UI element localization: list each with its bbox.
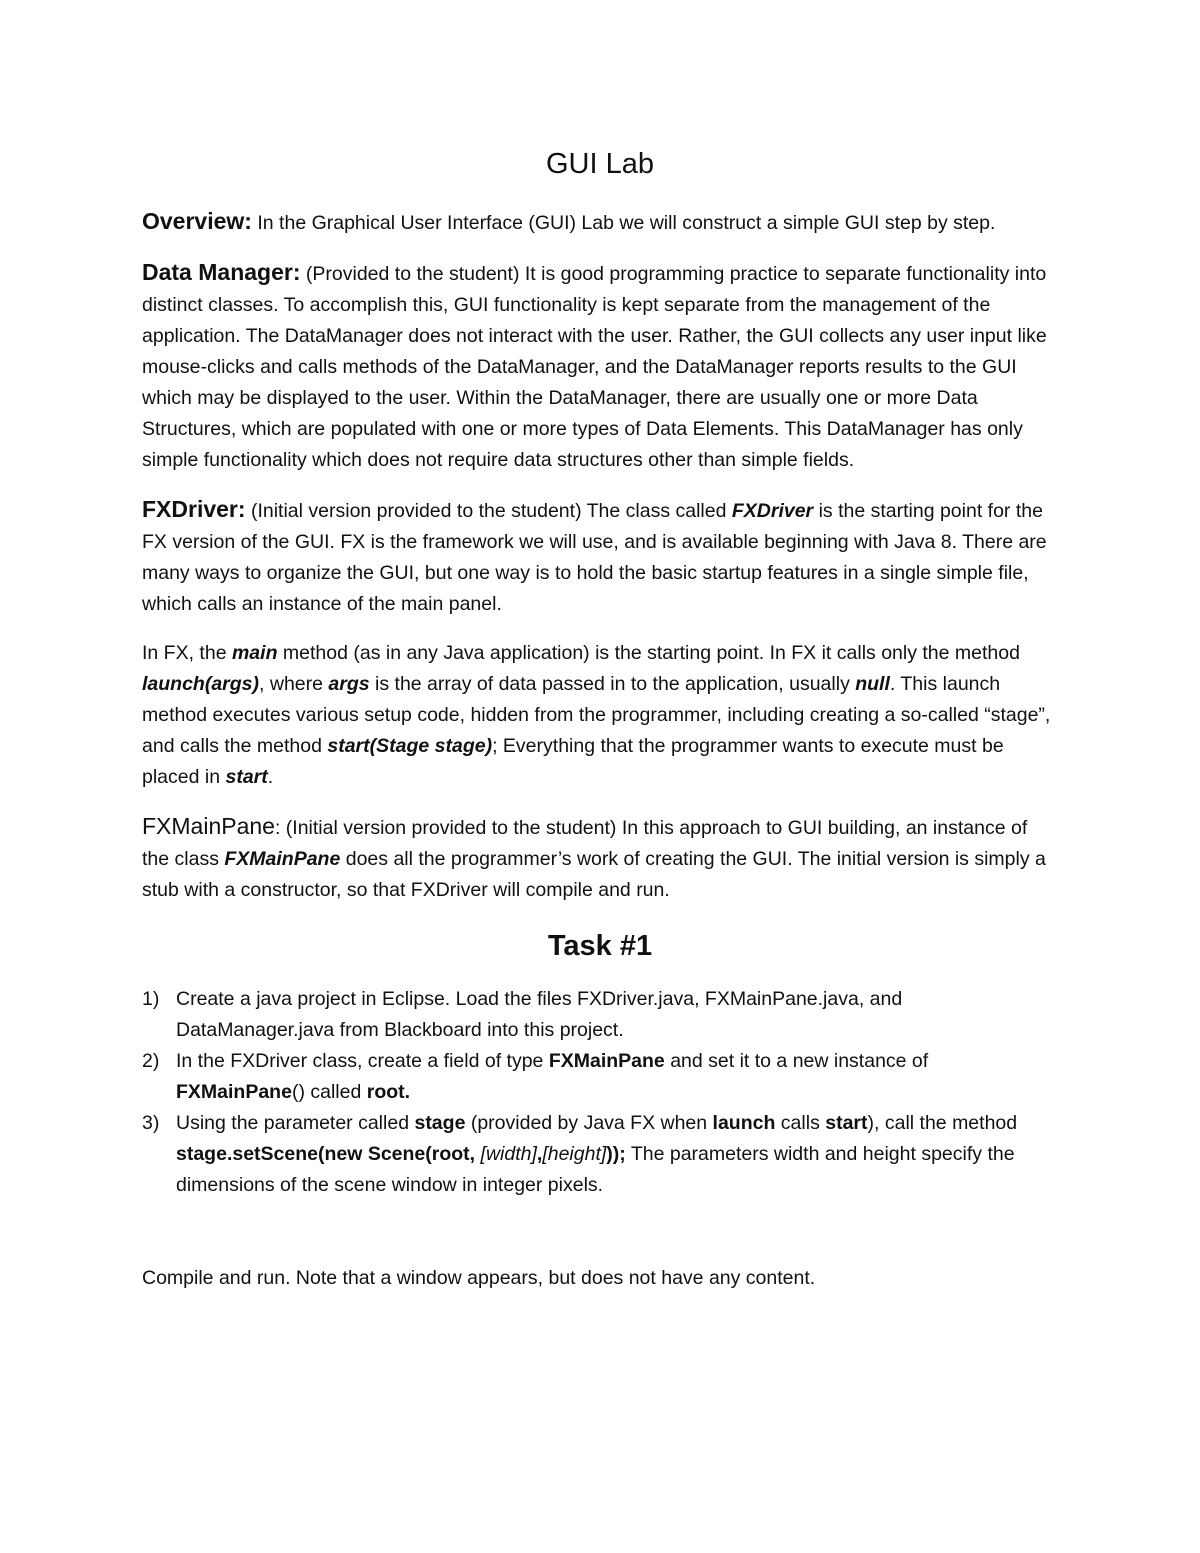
overview-text: In the Graphical User Interface (GUI) Lab we will construct a simple GUI step by step. bbox=[251, 212, 996, 234]
page-title: GUI Lab bbox=[546, 148, 654, 180]
fxmainpane-constructor: FXMainPane bbox=[176, 1081, 292, 1103]
fxdriver-paragraph bbox=[142, 494, 1058, 620]
stage-param: stage bbox=[414, 1112, 466, 1134]
task-item-2 bbox=[142, 1046, 1058, 1108]
task-item-number: 2) bbox=[142, 1050, 160, 1072]
closing-paragraph: Compile and run. Note that a window appears, but does not have any content. bbox=[142, 1267, 816, 1289]
start-word: start bbox=[825, 1112, 868, 1134]
launch-keyword: launch(args) bbox=[142, 673, 260, 695]
data-manager-text: (Provided to the student) It is good programming practice to separate functionality into distinct classes. To accomplish this, GUI functionality is kept separate from the management of the application. The DataManager does not interact with the user. Rather, the GUI collects any user input like mouse-clicks and calls methods of the DataManager, and the DataManager reports results to the GUI which may be displayed to the user. Within the DataManager, there are usually one or more Data Structures, which are populated with one or more types of Data Elements. This DataManager has only simple functionality which does not require data structures other than simple fields. bbox=[142, 263, 1047, 471]
fx-main-text-3: , where bbox=[259, 673, 329, 695]
launch-word: launch bbox=[712, 1112, 776, 1134]
task-list bbox=[142, 984, 1058, 1201]
task-item-1 bbox=[142, 984, 1058, 1046]
fxmainpane-type: FXMainPane bbox=[548, 1050, 665, 1072]
set-scene-close: )); bbox=[606, 1143, 626, 1165]
fx-main-text-6: ; Everything that the programmer wants to execute must be placed in bbox=[142, 735, 1004, 788]
task-item-2-text-2: and set it to a new instance of bbox=[664, 1050, 929, 1072]
fxdriver-text-a: (Initial version provided to the student) The class called bbox=[245, 500, 732, 522]
set-scene-code: stage.setScene(new Scene(root, bbox=[176, 1143, 481, 1165]
fxmainpane-class-name: FXMainPane bbox=[224, 848, 341, 870]
set-scene-comma: , bbox=[536, 1143, 543, 1165]
task-item-number: 3) bbox=[142, 1112, 160, 1134]
task-item-3-text-1: Using the parameter called bbox=[176, 1112, 415, 1134]
task-item-number: 1) bbox=[142, 988, 160, 1010]
null-keyword: null bbox=[855, 673, 890, 695]
fx-main-paragraph bbox=[142, 638, 1058, 793]
data-manager-paragraph bbox=[142, 257, 1058, 476]
fxdriver-heading: FXDriver: bbox=[142, 496, 246, 522]
task-item-3 bbox=[142, 1108, 1058, 1201]
task-item-3-text-3: calls bbox=[775, 1112, 826, 1134]
task-item-3-text-4: ), call the method bbox=[867, 1112, 1018, 1134]
height-placeholder: [height] bbox=[542, 1143, 607, 1165]
task-item-2-text-3: () called bbox=[291, 1081, 367, 1103]
fxmainpane-paragraph bbox=[142, 811, 1058, 906]
fxmainpane-text-2: does all the programmer’s work of creating the GUI. The initial version is simply a stub with a constructor, so that FXDriver will compile and run. bbox=[142, 848, 1046, 901]
document-body bbox=[142, 146, 1058, 1312]
task-item-2-text-1: In the FXDriver class, create a field of type bbox=[176, 1050, 549, 1072]
fxdriver-class-name: FXDriver bbox=[731, 500, 814, 522]
fx-main-text-4: is the array of data passed in to the application, usually bbox=[369, 673, 856, 695]
task-item-1-text: Create a java project in Eclipse. Load the files FXDriver.java, FXMainPane.java, and DataManager.java from Blackboard into this project. bbox=[176, 988, 903, 1041]
start-stage-keyword: start(Stage stage) bbox=[327, 735, 493, 757]
args-keyword: args bbox=[328, 673, 370, 695]
fxmainpane-text-1: : (Initial version provided to the student) In this approach to GUI building, an instance of the class bbox=[142, 817, 1028, 870]
start-keyword: start bbox=[225, 766, 268, 788]
overview-paragraph bbox=[142, 206, 1058, 239]
fxdriver-text-b: is the starting point for the FX version of the GUI. FX is the framework we will use, and is available beginning with Java 8. There are many ways to organize the GUI, but one way is to hold the basic startup features in a single simple file, which calls an instance of the main panel. bbox=[142, 500, 1047, 615]
task-heading: Task #1 bbox=[547, 930, 653, 962]
root-field: root. bbox=[366, 1081, 411, 1103]
fx-main-text-2: method (as in any Java application) is the starting point. In FX it calls only the method bbox=[277, 642, 1020, 664]
task-item-3-text-2: (provided by Java FX when bbox=[465, 1112, 713, 1134]
overview-heading: Overview: bbox=[142, 208, 252, 234]
width-placeholder: [width] bbox=[480, 1143, 537, 1165]
task-item-3-text-5: The parameters width and height specify the dimensions of the scene window in integer pixels. bbox=[176, 1143, 1015, 1196]
main-keyword: main bbox=[231, 642, 278, 664]
fx-main-text-7: . bbox=[267, 766, 274, 788]
fx-main-text-1: In FX, the bbox=[142, 642, 232, 664]
fx-main-text-5: . This launch method executes various setup code, hidden from the programmer, including creating a so-called “stage”, and calls the method bbox=[142, 673, 1051, 757]
data-manager-heading: Data Manager: bbox=[142, 259, 301, 285]
fxmainpane-heading: FXMainPane bbox=[142, 813, 275, 839]
